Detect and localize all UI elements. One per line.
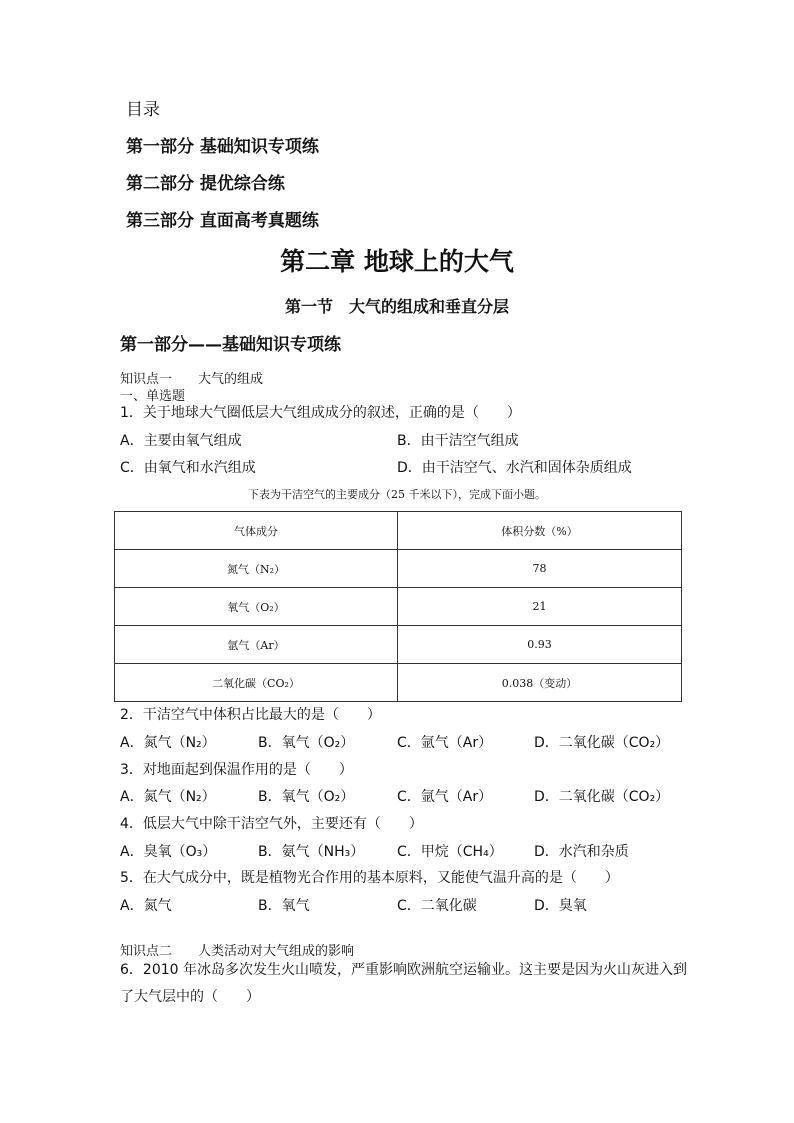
table-cell-volume: 21 (398, 588, 682, 626)
question-3-option-d[interactable]: D．二氧化碳（CO₂） (534, 789, 670, 805)
table-cell-volume: 0.038（变动） (398, 664, 682, 702)
question-1-options-row-2 (120, 457, 680, 479)
question-1-option-a[interactable]: A．主要由氧气组成 (120, 433, 242, 449)
gas-composition-table (114, 511, 682, 702)
question-6-line-2: 了大气层中的（ ） (120, 989, 260, 1005)
question-4-options (120, 841, 680, 863)
table-row (115, 550, 682, 588)
question-4-option-c[interactable]: C．甲烷（CH₄） (397, 844, 503, 860)
question-4-option-b[interactable]: B．氨气（NH₃） (258, 844, 365, 860)
question-5-option-b[interactable]: B．氧气 (258, 898, 310, 914)
table-row (115, 588, 682, 626)
toc-item-part-1[interactable]: 第一部分 基础知识专项练 (126, 137, 319, 157)
question-2-option-d[interactable]: D．二氧化碳（CO₂） (534, 735, 670, 751)
question-6-line-1: 6．2010 年冰岛多次发生火山喷发，严重影响欧洲航空运输业。这主要是因为火山灰进入到 (120, 962, 687, 978)
table-row (115, 664, 682, 702)
knowledge-point-1: 知识点一 大气的组成 (120, 372, 264, 387)
question-2-options (120, 732, 680, 754)
question-3-option-b[interactable]: B．氧气（O₂） (258, 789, 355, 805)
toc-item-part-2[interactable]: 第二部分 提优综合练 (126, 174, 285, 194)
question-4-option-a[interactable]: A．臭氧（O₃） (120, 844, 217, 860)
table-of-contents (126, 96, 319, 244)
question-1-option-d[interactable]: D．由干洁空气、水汽和固体杂质组成 (397, 460, 632, 476)
question-2-option-c[interactable]: C．氩气（Ar） (397, 735, 493, 751)
question-5-option-a[interactable]: A．氮气 (120, 898, 172, 914)
table-row (115, 626, 682, 664)
chapter-title: 第二章 地球上的大气 (280, 247, 514, 276)
table-cell-gas: 氮气（N₂） (115, 550, 398, 588)
question-1-option-b[interactable]: B．由干洁空气组成 (397, 433, 519, 449)
question-2-stem: 2．干洁空气中体积占比最大的是（ ） (120, 707, 381, 723)
table-header-volume: 体积分数（%） (398, 512, 682, 550)
question-1-options-row-1 (120, 430, 680, 452)
toc-item-part-3[interactable]: 第三部分 直面高考真题练 (126, 211, 319, 231)
knowledge-point-2: 知识点二 人类活动对大气组成的影响 (120, 944, 355, 959)
question-3-stem: 3．对地面起到保温作用的是（ ） (120, 762, 353, 778)
question-1-stem: 1．关于地球大气圈低层大气组成成分的叙述，正确的是（ ） (120, 405, 521, 421)
table-cell-gas: 氩气（Ar） (115, 626, 398, 664)
question-5-options (120, 895, 680, 917)
question-2-option-a[interactable]: A．氮气（N₂） (120, 735, 216, 751)
part-heading: 第一部分——基础知识专项练 (120, 335, 341, 355)
question-3-option-a[interactable]: A．氮气（N₂） (120, 789, 216, 805)
table-header-gas: 气体成分 (115, 512, 398, 550)
question-5-option-d[interactable]: D．臭氧 (534, 898, 587, 914)
question-4-stem: 4．低层大气中除干洁空气外，主要还有（ ） (120, 816, 423, 832)
table-cell-gas: 二氧化碳（CO₂） (115, 664, 398, 702)
question-3-options (120, 786, 680, 808)
section-title: 第一节 大气的组成和垂直分层 (284, 297, 509, 316)
table-caption: 下表为干洁空气的主要成分（25 千米以下），完成下面小题。 (248, 488, 546, 501)
table-header-row (115, 512, 682, 550)
table-cell-volume: 78 (398, 550, 682, 588)
question-1-option-c[interactable]: C．由氧气和水汽组成 (120, 460, 256, 476)
question-2-option-b[interactable]: B．氧气（O₂） (258, 735, 355, 751)
table-cell-volume: 0.93 (398, 626, 682, 664)
question-4-option-d[interactable]: D．水汽和杂质 (534, 844, 629, 860)
question-5-option-c[interactable]: C．二氧化碳 (397, 898, 477, 914)
question-5-stem: 5．在大气成分中，既是植物光合作用的基本原料，又能使气温升高的是（ ） (120, 870, 619, 886)
table-cell-gas: 氧气（O₂） (115, 588, 398, 626)
question-type-heading: 一、单选题 (120, 389, 186, 404)
question-3-option-c[interactable]: C．氩气（Ar） (397, 789, 493, 805)
toc-title: 目录 (126, 100, 160, 120)
